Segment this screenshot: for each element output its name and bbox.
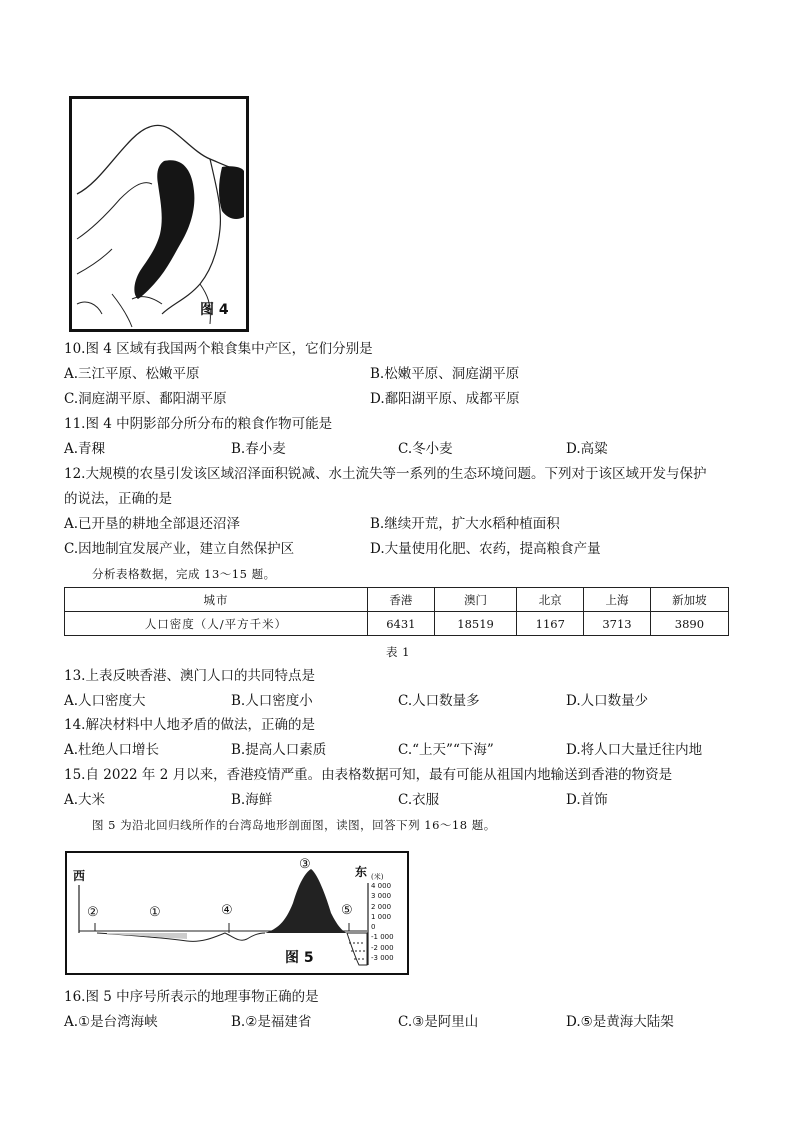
table-header-cell: 香港 bbox=[368, 588, 435, 612]
q15-stem: 15.自 2022 年 2 月以来，香港疫情严重。由表格数据可知，最有可能从祖国内地输送到香港的物资是 bbox=[64, 767, 673, 783]
scale-tick: 3 000 bbox=[371, 892, 392, 901]
figure-5-intro: 图 5 为沿北回归线所作的台湾岛地形剖面图，读图，回答下列 16～18 题。 bbox=[92, 818, 496, 832]
q13-option-a: A.人口密度大 bbox=[64, 693, 146, 709]
q11-stem: 11.图 4 中阴影部分所分布的粮食作物可能是 bbox=[64, 416, 333, 432]
q14-option-d: D.将人口大量迁往内地 bbox=[566, 742, 703, 758]
table-header-row bbox=[65, 588, 729, 612]
q11-option-d: D.高粱 bbox=[566, 441, 608, 457]
q13-option-c: C.人口数量多 bbox=[398, 693, 480, 709]
q10-option-a: A.三江平原、松嫩平原 bbox=[64, 366, 200, 382]
q10-option-c: C.洞庭湖平原、鄱阳湖平原 bbox=[64, 391, 227, 407]
q11-option-b: B.春小麦 bbox=[231, 441, 286, 457]
table-cell: 1167 bbox=[517, 612, 584, 636]
figure-5-label: 图 5 bbox=[285, 950, 314, 966]
figure-4-label: 图 4 bbox=[200, 302, 229, 318]
elevation-scale bbox=[371, 881, 394, 963]
q14-option-b: B.提高人口素质 bbox=[231, 742, 327, 758]
marker-4: ④ bbox=[221, 903, 233, 918]
q16-option-d: D.⑤是黄海大陆架 bbox=[566, 1014, 674, 1030]
q14-option-c: C.“上天”“下海” bbox=[398, 742, 494, 758]
q15-option-a: A.大米 bbox=[64, 792, 106, 808]
q12-option-c: C.因地制宜发展产业，建立自然保护区 bbox=[64, 541, 295, 557]
population-density-table bbox=[64, 587, 729, 636]
table-cell: 3713 bbox=[584, 612, 651, 636]
scale-tick: -3 000 bbox=[371, 954, 394, 963]
marker-2: ② bbox=[87, 905, 99, 920]
scale-unit: (米) bbox=[371, 873, 384, 881]
table-row-label: 人口密度（人/平方千米） bbox=[65, 612, 368, 636]
q14-stem: 14.解决材料中人地矛盾的做法，正确的是 bbox=[64, 717, 315, 733]
q12-option-a: A.已开垦的耕地全部退还沼泽 bbox=[64, 516, 241, 532]
q11-option-a: A.青稞 bbox=[64, 441, 106, 457]
marker-5: ⑤ bbox=[341, 903, 353, 918]
q12-option-b: B.继续开荒，扩大水稻种植面积 bbox=[370, 516, 560, 532]
table-row bbox=[65, 612, 729, 636]
q10-option-d: D.鄱阳湖平原、成都平原 bbox=[370, 391, 520, 407]
figure-5-profile bbox=[65, 851, 409, 975]
scale-tick: 0 bbox=[371, 923, 376, 932]
northeast-china-map bbox=[72, 99, 246, 329]
q15-option-d: D.首饰 bbox=[566, 792, 608, 808]
q13-stem: 13.上表反映香港、澳门人口的共同特点是 bbox=[64, 668, 315, 684]
q12-stem-line2: 的说法，正确的是 bbox=[64, 491, 172, 507]
scale-tick: -2 000 bbox=[371, 943, 394, 952]
q16-stem: 16.图 5 中序号所表示的地理事物正确的是 bbox=[64, 989, 319, 1005]
table-intro: 分析表格数据，完成 13～15 题。 bbox=[92, 567, 276, 581]
table-cell: 3890 bbox=[650, 612, 728, 636]
table-header-city: 城市 bbox=[65, 588, 368, 612]
q10-stem: 10.图 4 区域有我国两个粮食集中产区，它们分别是 bbox=[64, 341, 373, 357]
table-cell: 6431 bbox=[368, 612, 435, 636]
west-label: 西 bbox=[73, 869, 86, 883]
q13-option-d: D.人口数量少 bbox=[566, 693, 649, 709]
q10-option-b: B.松嫩平原、洞庭湖平原 bbox=[370, 366, 520, 382]
east-label: 东 bbox=[355, 865, 368, 879]
q12-option-d: D.大量使用化肥、农药，提高粮食产量 bbox=[370, 541, 601, 557]
table-header-cell: 北京 bbox=[517, 588, 584, 612]
q12-stem-line1: 12.大规模的农垦引发该区域沼泽面积锐减、水土流失等一系列的生态环境问题。下列对于该区域开发与保护 bbox=[64, 466, 707, 482]
table-header-cell: 上海 bbox=[584, 588, 651, 612]
figure-4-map bbox=[69, 96, 249, 332]
scale-tick: 4 000 bbox=[371, 882, 392, 890]
q16-option-b: B.②是福建省 bbox=[231, 1014, 312, 1030]
q16-option-c: C.③是阿里山 bbox=[398, 1014, 479, 1030]
q14-option-a: A.杜绝人口增长 bbox=[64, 742, 160, 758]
scale-tick: -1 000 bbox=[371, 933, 394, 942]
marker-3: ③ bbox=[299, 857, 311, 872]
table-cell: 18519 bbox=[434, 612, 517, 636]
q11-option-c: C.冬小麦 bbox=[398, 441, 453, 457]
q15-option-b: B.海鲜 bbox=[231, 792, 273, 808]
table-header-cell: 澳门 bbox=[434, 588, 517, 612]
scale-tick: 2 000 bbox=[371, 902, 392, 911]
q13-option-b: B.人口密度小 bbox=[231, 693, 313, 709]
scale-tick: 1 000 bbox=[371, 912, 392, 921]
table-header-cell: 新加坡 bbox=[650, 588, 728, 612]
q15-option-c: C.衣服 bbox=[398, 792, 440, 808]
table-caption: 表 1 bbox=[386, 645, 410, 659]
marker-1: ① bbox=[149, 905, 161, 920]
q16-option-a: A.①是台湾海峡 bbox=[64, 1014, 158, 1030]
